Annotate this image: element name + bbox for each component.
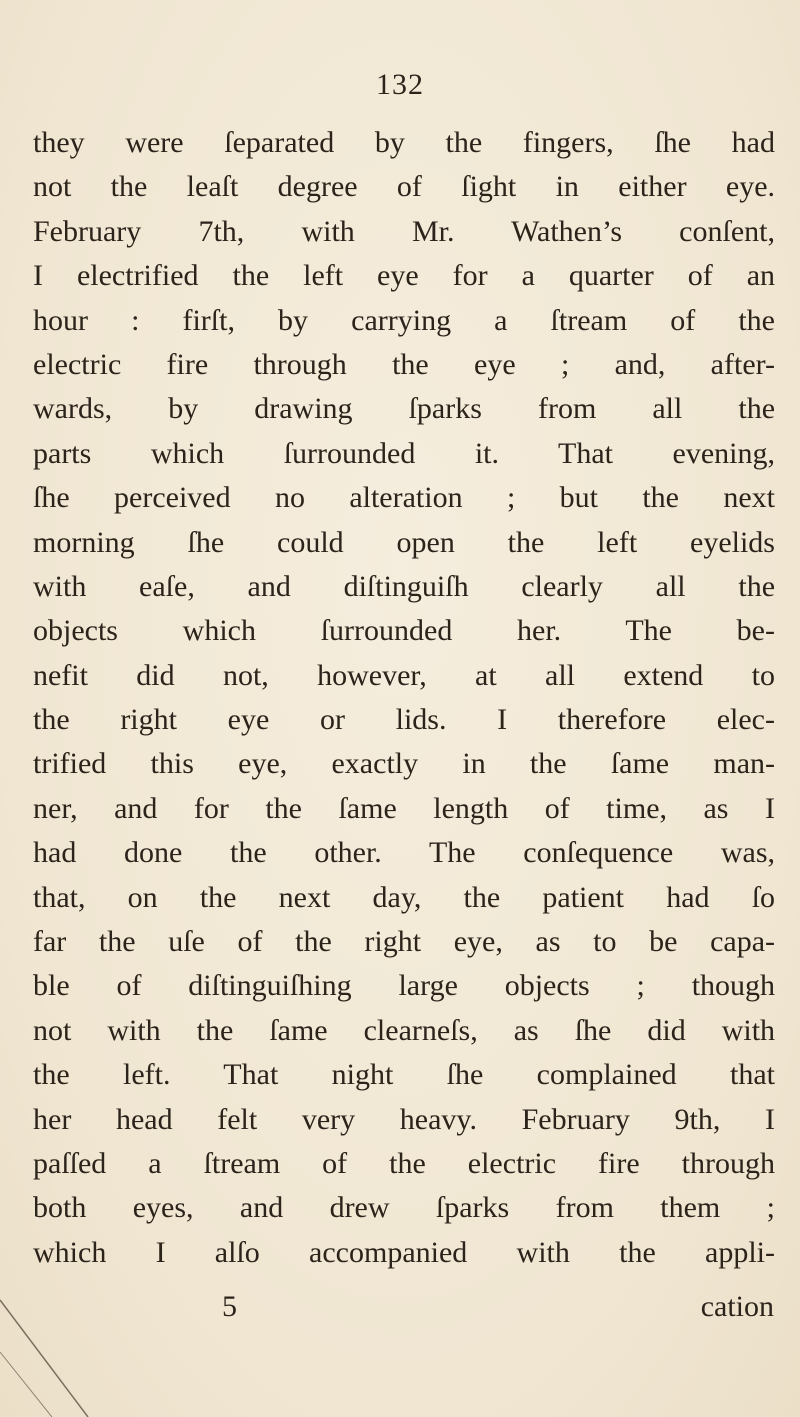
catchword: cation xyxy=(700,1290,774,1323)
text-line-content: both eyes, and drew ſparks from them ; xyxy=(33,1191,775,1225)
text-line xyxy=(33,609,775,653)
text-line-content: not the leaſt degree of ſight in either eye. xyxy=(33,170,776,204)
text-line xyxy=(33,1231,775,1275)
text-line-content: the left. That night ſhe complained that xyxy=(33,1058,775,1092)
text-line xyxy=(33,831,775,875)
text-line-content: I electrified the left eye for a quarter of an xyxy=(33,259,776,293)
text-line-content: they were ſeparated by the fingers, ſhe had xyxy=(33,126,775,159)
text-line-content: paſſed a ſtream of the electric fire through xyxy=(33,1146,775,1180)
text-line-content: electric fire through the eye ; and, after- xyxy=(33,347,776,381)
text-line-content: her head felt very heavy. February 9th, I xyxy=(33,1102,776,1136)
text-line xyxy=(33,1098,775,1142)
text-line-content: ſhe perceived no alteration ; but the next xyxy=(33,481,776,515)
text-line-content: that, on the next day, the patient had ſo xyxy=(33,880,776,914)
text-line-content: had done the other. The conſequence was, xyxy=(33,836,776,870)
text-line xyxy=(33,165,775,209)
text-line xyxy=(33,1186,775,1230)
text-line xyxy=(33,1009,775,1053)
text-line xyxy=(33,698,775,742)
text-line xyxy=(33,343,775,387)
text-line-content: ble of diſtinguiſhing large objects ; though xyxy=(33,969,776,1003)
text-line xyxy=(33,299,775,343)
text-line-content: hour : firſt, by carrying a ſtream of the xyxy=(33,303,775,337)
text-line xyxy=(33,521,775,565)
body-text xyxy=(33,121,775,1275)
text-line-content: ner, and for the ſame length of time, as I xyxy=(33,791,775,825)
text-line xyxy=(33,964,775,1008)
text-line-content: with eaſe, and diſtinguiſh clearly all the xyxy=(33,569,776,603)
text-line xyxy=(33,742,775,786)
text-line-content: far the uſe of the right eye, as to be capa- xyxy=(33,925,776,959)
text-line xyxy=(33,920,775,964)
text-line xyxy=(33,565,775,609)
signature-mark: 5 xyxy=(222,1290,237,1323)
text-line xyxy=(33,387,775,431)
text-line-content: not with the ſame clearneſs, as ſhe did with xyxy=(33,1013,776,1047)
text-line xyxy=(33,432,775,476)
text-line xyxy=(33,1142,775,1186)
text-line-content: morning ſhe could open the left eyelids xyxy=(33,525,775,559)
page-footer xyxy=(0,1287,800,1327)
text-line xyxy=(33,476,775,520)
text-line xyxy=(33,876,775,920)
text-line xyxy=(33,654,775,698)
text-line xyxy=(33,1053,775,1097)
text-line xyxy=(33,121,775,165)
text-line-content: February 7th, with Mr. Wathen’s conſent, xyxy=(33,214,775,248)
text-line xyxy=(33,254,775,298)
text-line-content: the right eye or lids. I therefore elec- xyxy=(33,703,775,737)
text-line-content: wards, by drawing ſparks from all the xyxy=(33,392,776,426)
text-line-content: nefit did not, however, at all extend to xyxy=(33,658,775,692)
text-line xyxy=(33,210,775,254)
text-line-content: trified this eye, exactly in the ſame man- xyxy=(33,747,775,781)
text-line-content: objects which ſurrounded her. The be- xyxy=(33,614,775,648)
text-line-content: which I alſo accompanied with the appli- xyxy=(33,1235,775,1269)
text-line-content: parts which ſurrounded it. That evening, xyxy=(33,436,775,470)
text-line xyxy=(33,787,775,831)
page-number: 132 xyxy=(376,68,424,101)
